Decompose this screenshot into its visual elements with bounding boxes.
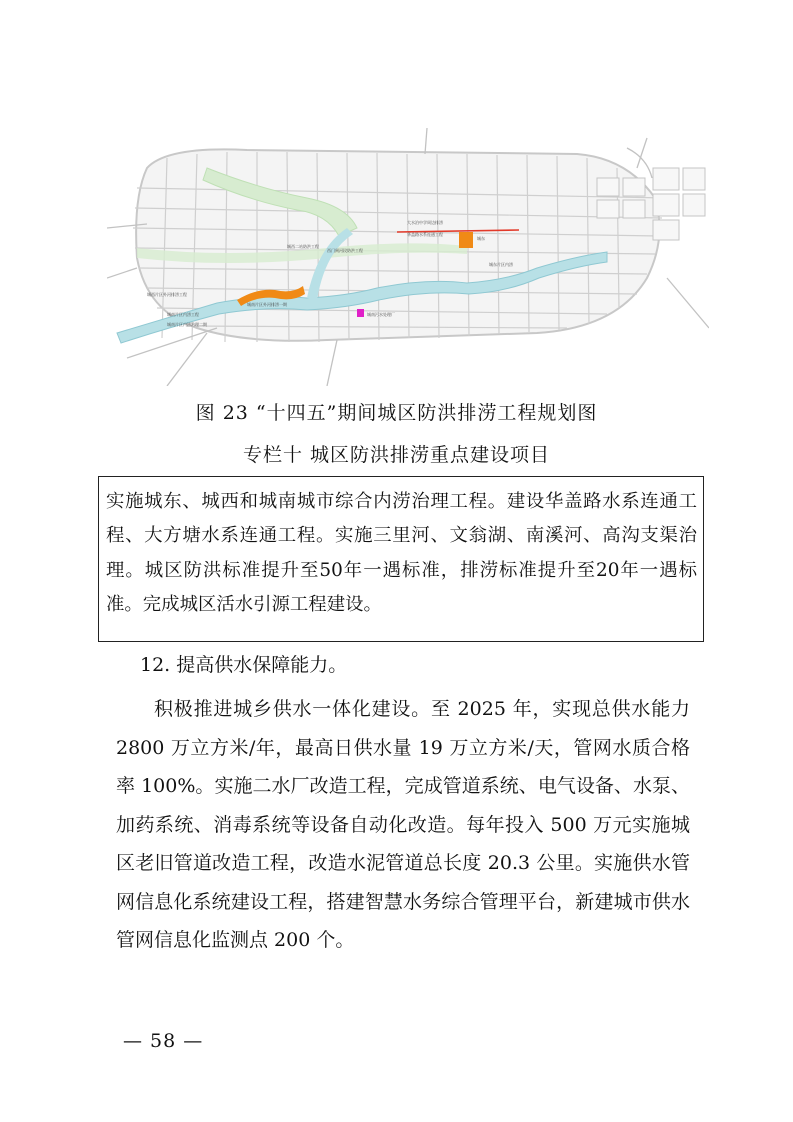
- map-label: 城西片区外河排涝工程: [147, 292, 187, 297]
- map-label: 城东片区内涝: [489, 262, 513, 267]
- map-label: 城西二站防洪工程: [287, 244, 319, 249]
- highlight-box: [98, 476, 704, 642]
- section-paragraph: 积极推进城乡供水一体化建设。至 2025 年，实现总供水能力 2800 万立方米/年，最高日供水量 19 万立方米/天，管网水质合格率 100%。实施二水厂改造工程，完成管道系统、电气设备、水泵、加药系统、消毒系统等设备自动化改造。每年投入 500 万元实施城区老旧管道改造工程，改造水泥管道总长度 20.3 公里。实施供水管网信息化系统建设工程，搭建智慧水务综合管理平台，新建城市供水管网信息化监测点 200 个。: [116, 698, 690, 951]
- map-label: 西门闸河段防洪工程: [327, 248, 363, 253]
- map-label: 华盖路水系连通工程: [407, 232, 443, 237]
- box-title: 专栏十 城区防洪排涝重点建设项目: [242, 444, 551, 466]
- flood-project-orange-east: [459, 232, 473, 248]
- map-label: 城南片区内涝治理二期: [167, 322, 207, 327]
- map-label: 大水泊中学周边排涝: [407, 220, 443, 225]
- flood-control-planning-map: [107, 128, 709, 386]
- figure-caption: 图 23 “十四五”期间城区防洪排涝工程规划图: [195, 402, 598, 424]
- map-label: 城南片区内涝工程: [167, 312, 199, 317]
- map-label: 城东: [477, 236, 485, 241]
- box-text: 实施城东、城西和城南城市综合内涝治理工程。建设华盖路水系连通工程、大方塘水系连通工程。实施三里河、文翁湖、南溪河、高沟支渠治理。城区防洪标准提升至50年一遇标准，排涝标准提升至20年一遇标准。完成城区活水引源工程建设。: [106, 491, 697, 616]
- section-heading: 12. 提高供水保障能力。: [140, 654, 348, 676]
- map-label: 城南片区外河排涝一期: [247, 302, 287, 307]
- sewage-plant-marker: [357, 309, 364, 317]
- page-number: — 58 —: [123, 1030, 204, 1052]
- map-label: 城南污水处理厂: [367, 312, 395, 317]
